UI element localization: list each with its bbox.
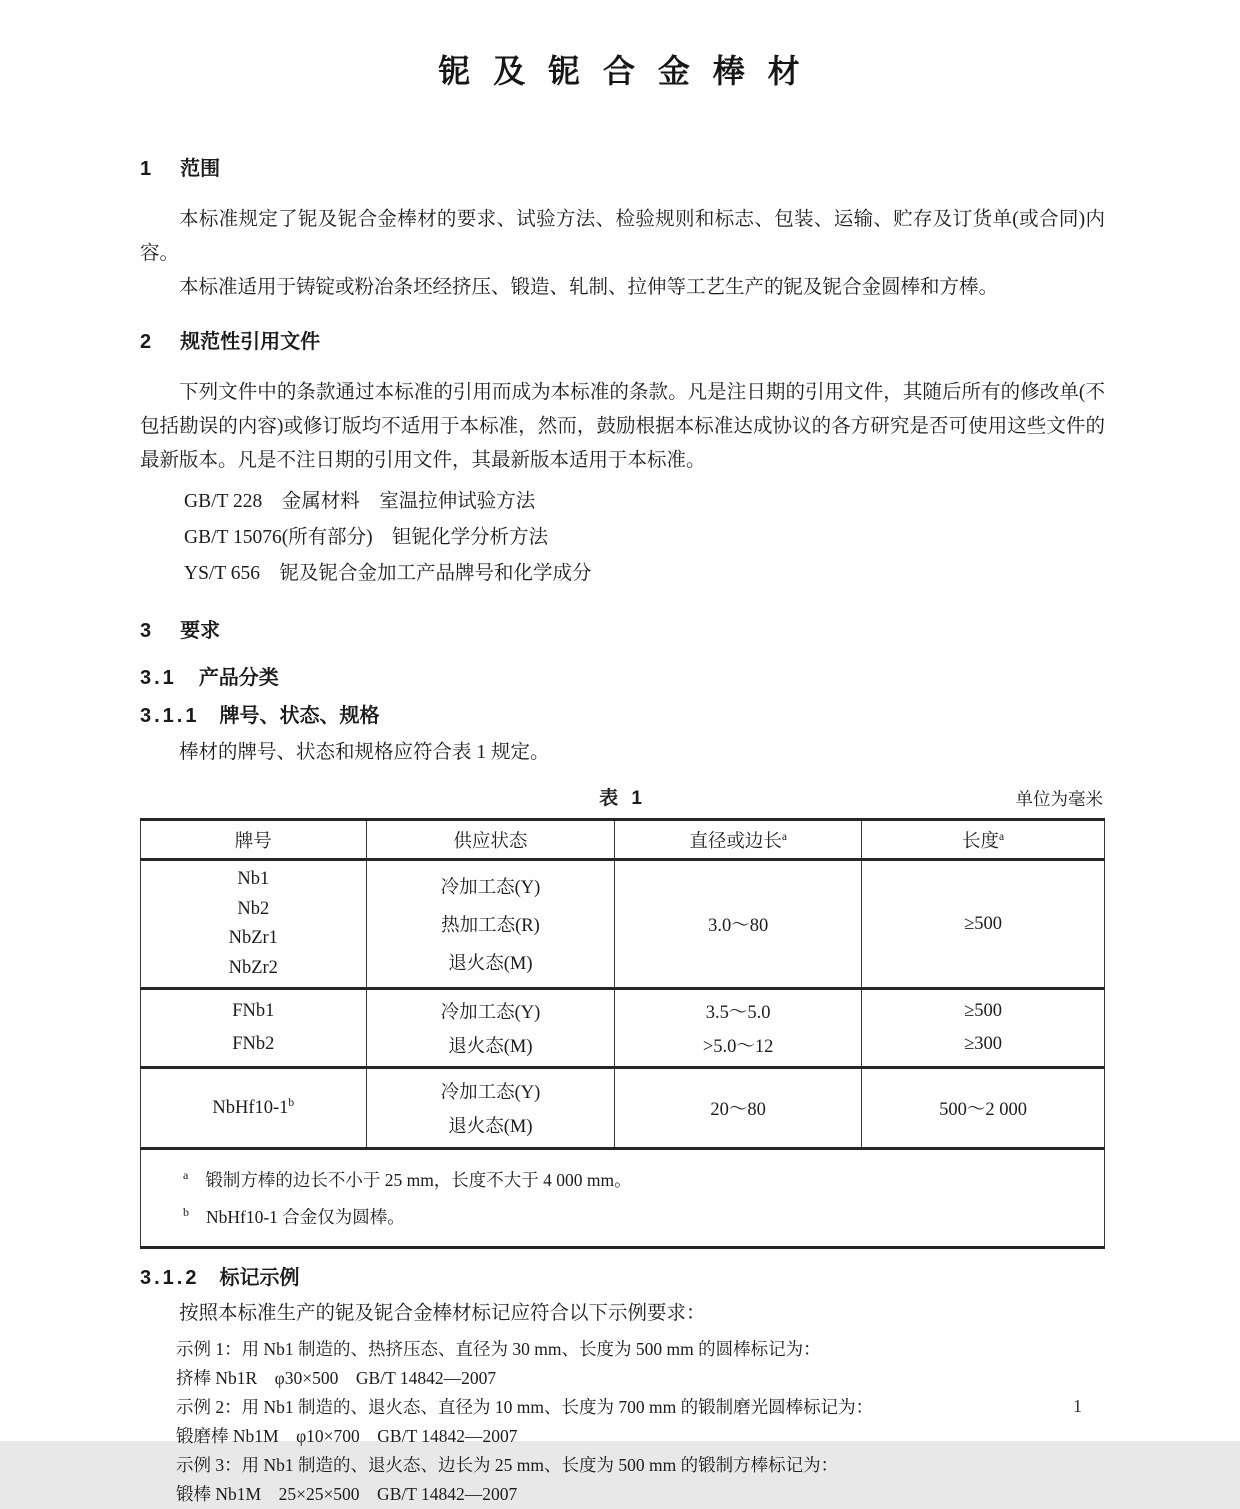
state-cell [366,989,615,1068]
table-lead-paragraph: 棒材的牌号、状态和规格应符合表 1 规定。 [179,742,550,763]
section-3-1-heading [140,661,1105,690]
section-number: 1 [140,158,155,180]
example-marking: 挤棒 Nb1R φ30×500 GB/T 14842—2007 [176,1367,497,1388]
size-value: >5.0～12 [702,1037,774,1057]
size-value: 3.0～80 [708,916,769,936]
length-value: ≥300 [964,1033,1002,1054]
footnote-text: 锻制方棒的边长不小于 25 mm，长度不大于 4 000 mm。 [205,1169,632,1190]
table-footnote [183,1196,1084,1233]
section-number: 3.1 [140,667,177,689]
column-header-label: 供应状态 [453,831,528,852]
reference-item: YS/T 656 铌及铌合金加工产品牌号和化学成分 [184,563,592,584]
table-row [141,1068,1105,1149]
column-header-grade [141,820,367,860]
section-number: 3.1.2 [140,1266,200,1289]
footnote-ref-b: b [288,1096,295,1109]
footnote-ref-a: a [781,830,787,843]
length-value: ≥500 [964,913,1002,934]
section-1-heading [140,152,1105,181]
grade-cell [141,860,367,989]
length-value: 500～2 000 [939,1100,1027,1120]
scope-paragraph-2: 本标准适用于铸锭或粉冶条坯经挤压、锻造、轧制、拉伸等工艺生产的铌及铌合金圆棒和方棒。 [179,277,999,298]
table-caption-row [140,783,1105,813]
table-footnote-row [141,1149,1105,1248]
scope-paragraph-1: 本标准规定了铌及铌合金棒材的要求、试验方法、检验规则和标志、包装、运输、贮存及订货单(或合同)内容。 [140,209,1105,264]
reference-item: GB/T 228 金属材料 室温拉伸试验方法 [184,491,536,512]
size-cell [615,1068,862,1149]
length-cell [862,989,1105,1068]
grade-value: NbZr2 [228,957,278,978]
example-marking: 锻磨棒 Nb1M φ10×700 GB/T 14842—2007 [176,1425,518,1446]
size-cell [615,989,862,1068]
section-number: 3 [140,620,155,642]
page-number: 1 [1073,1396,1082,1416]
section-heading-text: 要求 [180,620,221,642]
column-header-label: 长度 [961,831,999,852]
table-footnote [183,1159,1084,1196]
length-value: ≥500 [964,1001,1002,1022]
grade-value: FNb2 [232,1033,275,1054]
example-description: 示例 3：用 Nb1 制造的、退火态、边长为 25 mm、长度为 500 mm 的锻制方棒标记为： [176,1454,839,1475]
table-unit-note: 单位为毫米 [1015,789,1103,809]
table-1 [140,818,1105,1249]
column-header-size [615,820,862,860]
marking-intro: 按照本标准生产的铌及铌合金棒材标记应符合以下示例要求： [179,1302,706,1324]
column-header-state [366,820,615,860]
footnote-text: NbHf10-1 合金仅为圆棒。 [206,1206,405,1227]
reference-list [184,484,1105,592]
reference-item: GB/T 15076(所有部分) 钽铌化学分析方法 [184,527,549,548]
state-value: 冷加工态(Y) [440,1003,541,1023]
length-cell [862,1068,1105,1149]
state-value: 冷加工态(Y) [440,1082,541,1103]
example-marking: 锻棒 Nb1M 25×25×500 GB/T 14842—2007 [176,1483,518,1504]
document-title: 铌 及 铌 合 金 棒 材 [438,53,807,89]
state-value: 退火态(M) [448,1117,533,1138]
section-heading-text: 标记示例 [219,1266,300,1289]
footnote-ref-a: a [998,830,1005,843]
section-number: 3.1.1 [140,705,200,727]
state-value: 冷加工态(Y) [440,878,541,898]
references-paragraph: 下列文件中的条款通过本标准的引用而成为本标准的条款。凡是注日期的引用文件，其随后所有的修改单(不包括勘误的内容)或修订版均不适用于本标准，然而，鼓励根据本标准达成协议的各方研究是否可使用这些文件的最新版本。凡是不注日期的引用文件，其最新版本适用于本标准。 [140,382,1105,471]
grade-cell [141,1068,367,1149]
section-heading-text: 牌号、状态、规格 [219,705,380,727]
grade-text: NbHf10-1 [212,1098,289,1119]
table-header-row [141,820,1105,860]
section-3-heading [140,614,1105,643]
grade-value: Nb2 [237,898,270,919]
grade-value: NbZr1 [228,928,278,949]
grade-value: FNb1 [232,1001,275,1022]
table-footnote-cell [141,1149,1105,1248]
table-caption: 表 1 [599,788,646,809]
state-value: 退火态(M) [448,1037,533,1057]
section-3-1-2-heading [140,1261,1105,1290]
size-value: 3.5～5.0 [705,1003,771,1023]
section-3-1-1-heading [140,699,1105,728]
state-cell [366,860,615,989]
length-cell [862,860,1105,989]
table-row [141,860,1105,989]
section-heading-text: 产品分类 [198,667,279,689]
section-2-heading [140,325,1105,354]
grade-cell [141,989,367,1068]
section-number: 2 [140,331,155,353]
example-description: 示例 2：用 Nb1 制造的、退火态、直径为 10 mm、长度为 700 mm 的锻制磨光圆棒标记为： [176,1396,874,1417]
size-cell [615,860,862,989]
example-description: 示例 1：用 Nb1 制造的、热挤压态、直径为 30 mm、长度为 500 mm 的圆棒标记为： [176,1338,821,1359]
marking-examples [176,1335,1105,1509]
footnote-marker: b [183,1204,189,1219]
grade-value [141,1097,366,1119]
state-cell [366,1068,615,1149]
state-value: 退火态(M) [448,954,533,974]
column-header-length [862,820,1105,860]
size-value: 20～80 [710,1100,766,1120]
state-value: 热加工态(R) [441,916,540,936]
section-heading-text: 规范性引用文件 [180,331,321,353]
column-header-label: 直径或边长 [689,831,782,852]
column-header-label: 牌号 [234,831,272,852]
section-heading-text: 范围 [180,158,221,180]
table-row [141,989,1105,1068]
grade-value: Nb1 [237,869,270,890]
footnote-marker: a [183,1168,189,1182]
